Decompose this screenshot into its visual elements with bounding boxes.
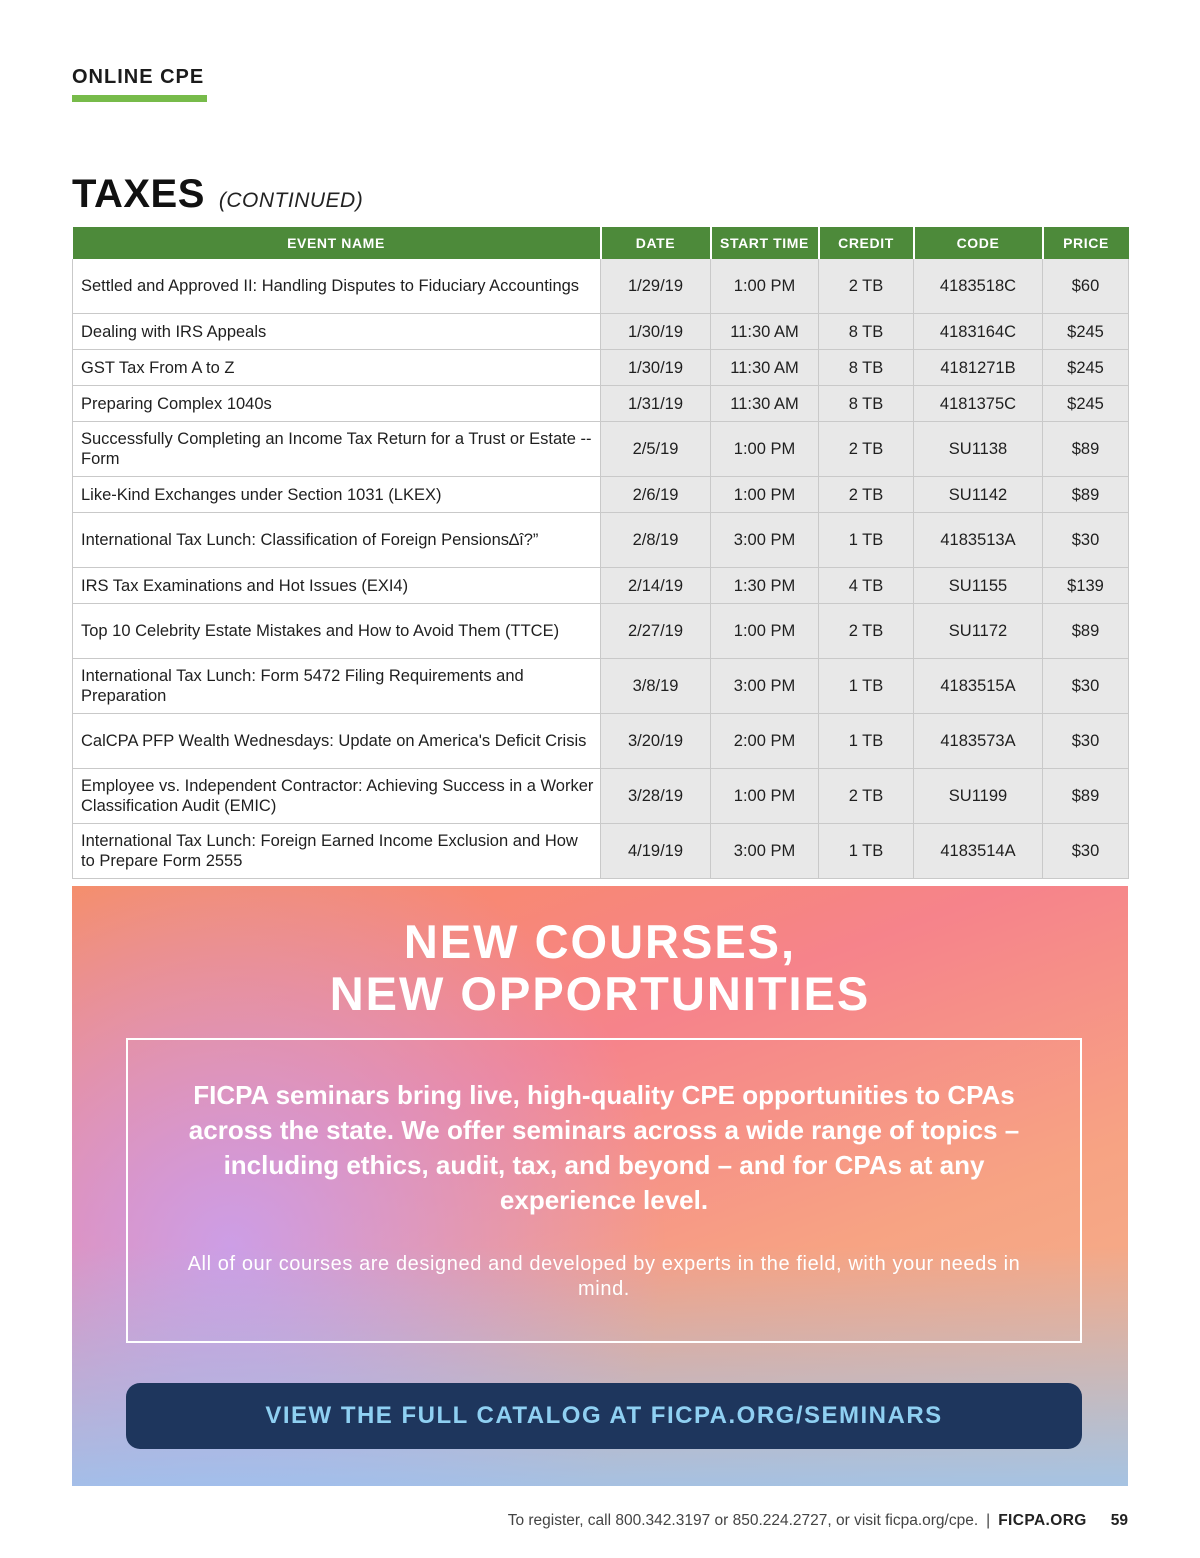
events-table-body: [73, 259, 1129, 879]
credit-cell: 2 TB: [819, 477, 914, 513]
start-time-cell: 1:00 PM: [711, 769, 819, 824]
price-cell: $245: [1043, 386, 1129, 422]
code-cell: SU1138: [914, 422, 1043, 477]
footer-separator: |: [986, 1512, 991, 1529]
start-time-cell: 3:00 PM: [711, 824, 819, 879]
start-time-cell: 1:00 PM: [711, 604, 819, 659]
table-row: [73, 259, 1129, 314]
price-cell: $60: [1043, 259, 1129, 314]
price-cell: $30: [1043, 824, 1129, 879]
table-row: [73, 477, 1129, 513]
table-row: [73, 568, 1129, 604]
start-time-cell: 1:00 PM: [711, 477, 819, 513]
table-row: [73, 422, 1129, 477]
code-cell: 4183515A: [914, 659, 1043, 714]
date-cell: 3/8/19: [601, 659, 711, 714]
date-cell: 1/30/19: [601, 314, 711, 350]
code-cell: 4183513A: [914, 513, 1043, 568]
credit-cell: 8 TB: [819, 386, 914, 422]
price-cell: $89: [1043, 477, 1129, 513]
credit-cell: 2 TB: [819, 604, 914, 659]
table-row: [73, 386, 1129, 422]
view-catalog-button[interactable]: VIEW THE FULL CATALOG AT FICPA.ORG/SEMINARS: [126, 1383, 1082, 1449]
event-name-cell: Employee vs. Independent Contractor: Achieving Success in a Worker Classification Audit (EMIC): [73, 769, 601, 824]
code-cell: 4183514A: [914, 824, 1043, 879]
table-row: [73, 824, 1129, 879]
start-time-cell: 3:00 PM: [711, 513, 819, 568]
event-name-cell: Dealing with IRS Appeals: [73, 314, 601, 350]
date-cell: 1/31/19: [601, 386, 711, 422]
code-cell: 4181375C: [914, 386, 1043, 422]
event-name-cell: GST Tax From A to Z: [73, 350, 601, 386]
code-cell: 4183573A: [914, 714, 1043, 769]
column-header-price: PRICE: [1043, 227, 1129, 259]
page-title: [72, 172, 363, 217]
table-row: [73, 769, 1129, 824]
table-header-row: [73, 227, 1129, 259]
column-header-code: CODE: [914, 227, 1043, 259]
code-cell: SU1172: [914, 604, 1043, 659]
date-cell: 4/19/19: [601, 824, 711, 879]
promo-title: [72, 916, 1128, 1020]
code-cell: 4183164C: [914, 314, 1043, 350]
heading-subtitle: (CONTINUED): [218, 189, 364, 212]
start-time-cell: 11:30 AM: [711, 386, 819, 422]
event-name-cell: IRS Tax Examinations and Hot Issues (EXI4): [73, 568, 601, 604]
start-time-cell: 11:30 AM: [711, 350, 819, 386]
footer-register-text: To register, call 800.342.3197 or 850.224.2727, or visit ficpa.org/cpe.: [507, 1512, 979, 1529]
start-time-cell: 1:00 PM: [711, 422, 819, 477]
promo-note: All of our courses are designed and developed by experts in the field, with your needs in mind.: [187, 1253, 1021, 1300]
date-cell: 3/28/19: [601, 769, 711, 824]
promo-body: FICPA seminars bring live, high-quality CPE opportunities to CPAs across the state. We offer seminars across a wide range of topics – including ethics, audit, tax, and beyond – and for CPAs at any experience level.: [188, 1080, 1020, 1215]
date-cell: 2/8/19: [601, 513, 711, 568]
table-row: [73, 314, 1129, 350]
credit-cell: 1 TB: [819, 659, 914, 714]
table-row: [73, 714, 1129, 769]
date-cell: 2/14/19: [601, 568, 711, 604]
column-header-start-time: START TIME: [711, 227, 819, 259]
date-cell: 1/29/19: [601, 259, 711, 314]
promo-title-line-2: NEW OPPORTUNITIES: [329, 967, 871, 1020]
credit-cell: 8 TB: [819, 314, 914, 350]
start-time-cell: 1:30 PM: [711, 568, 819, 604]
start-time-cell: 3:00 PM: [711, 659, 819, 714]
price-cell: $89: [1043, 769, 1129, 824]
code-cell: SU1199: [914, 769, 1043, 824]
table-row: [73, 350, 1129, 386]
events-table: [72, 227, 1129, 879]
page-number: 59: [1110, 1512, 1128, 1529]
credit-cell: 4 TB: [819, 568, 914, 604]
column-header-credit: CREDIT: [819, 227, 914, 259]
event-name-cell: Successfully Completing an Income Tax Return for a Trust or Estate -- Form: [73, 422, 601, 477]
credit-cell: 8 TB: [819, 350, 914, 386]
start-time-cell: 1:00 PM: [711, 259, 819, 314]
credit-cell: 2 TB: [819, 422, 914, 477]
start-time-cell: 2:00 PM: [711, 714, 819, 769]
start-time-cell: 11:30 AM: [711, 314, 819, 350]
credit-cell: 1 TB: [819, 513, 914, 568]
price-cell: $245: [1043, 350, 1129, 386]
event-name-cell: International Tax Lunch: Form 5472 Filing Requirements and Preparation: [73, 659, 601, 714]
price-cell: $139: [1043, 568, 1129, 604]
credit-cell: 1 TB: [819, 824, 914, 879]
promo-banner: [72, 886, 1128, 1486]
price-cell: $30: [1043, 659, 1129, 714]
column-header-date: DATE: [601, 227, 711, 259]
table-row: [73, 659, 1129, 714]
section-underline: [72, 95, 207, 102]
event-name-cell: International Tax Lunch: Foreign Earned Income Exclusion and How to Prepare Form 2555: [73, 824, 601, 879]
column-header-event-name: EVENT NAME: [73, 227, 601, 259]
page-footer: [508, 1512, 1128, 1530]
price-cell: $30: [1043, 513, 1129, 568]
price-cell: $245: [1043, 314, 1129, 350]
price-cell: $89: [1043, 422, 1129, 477]
promo-title-line-1: NEW COURSES,: [403, 915, 797, 968]
date-cell: 2/27/19: [601, 604, 711, 659]
heading-title: TAXES: [72, 172, 205, 216]
code-cell: 4183518C: [914, 259, 1043, 314]
code-cell: 4181271B: [914, 350, 1043, 386]
footer-site-link[interactable]: FICPA.ORG: [998, 1512, 1087, 1529]
event-name-cell: Top 10 Celebrity Estate Mistakes and How to Avoid Them (TTCE): [73, 604, 601, 659]
event-name-cell: Like-Kind Exchanges under Section 1031 (LKEX): [73, 477, 601, 513]
credit-cell: 1 TB: [819, 714, 914, 769]
promo-text-box: [126, 1038, 1082, 1343]
code-cell: SU1155: [914, 568, 1043, 604]
section-label: ONLINE CPE: [72, 66, 205, 88]
code-cell: SU1142: [914, 477, 1043, 513]
credit-cell: 2 TB: [819, 769, 914, 824]
table-row: [73, 513, 1129, 568]
event-name-cell: CalCPA PFP Wealth Wednesdays: Update on America's Deficit Crisis: [73, 714, 601, 769]
table-row: [73, 604, 1129, 659]
credit-cell: 2 TB: [819, 259, 914, 314]
event-name-cell: Preparing Complex 1040s: [73, 386, 601, 422]
date-cell: 3/20/19: [601, 714, 711, 769]
event-name-cell: International Tax Lunch: Classification of Foreign Pensions∆î?”: [73, 513, 601, 568]
price-cell: $30: [1043, 714, 1129, 769]
date-cell: 2/6/19: [601, 477, 711, 513]
date-cell: 2/5/19: [601, 422, 711, 477]
price-cell: $89: [1043, 604, 1129, 659]
date-cell: 1/30/19: [601, 350, 711, 386]
event-name-cell: Settled and Approved II: Handling Disputes to Fiduciary Accountings: [73, 259, 601, 314]
